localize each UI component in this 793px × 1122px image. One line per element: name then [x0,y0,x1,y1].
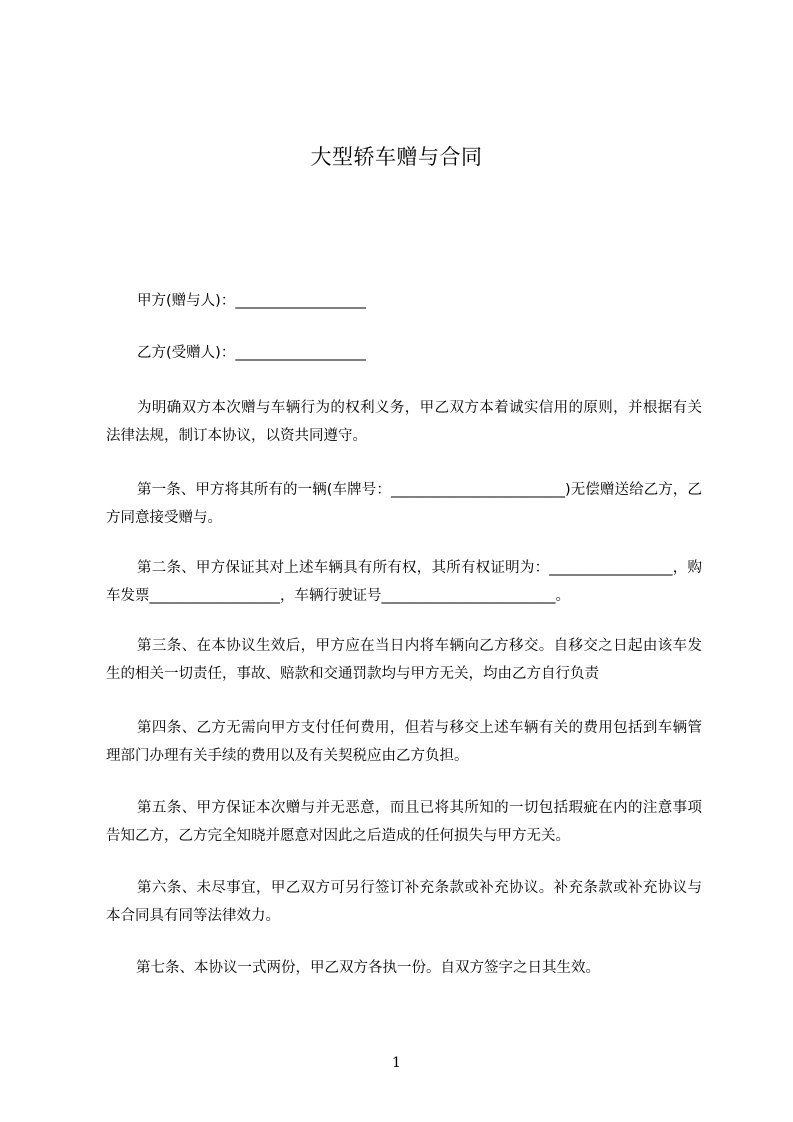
article-4: 第四条、乙方无需向甲方支付任何费用，但若与移交上述车辆有关的费用包括到车辆管理部门办理有关手续的费用以及有关契税应由乙方负担。 [106,720,702,764]
page-number: 1 [392,1055,401,1071]
article-2: 第二条、甲方保证其对上述车辆具有所有权，其所有权证明为：_________________，购车发票__________________，车辆行驶证号________________________。 [106,560,702,604]
article-5: 第五条、甲方保证本次赠与并无恶意，而且已将其所知的一切包括瑕疵在内的注意事项告知乙方，乙方完全知晓并愿意对因此之后造成的任何损失与甲方无关。 [106,800,702,844]
intro-paragraph: 为明确双方本次赠与车辆行为的权利义务，甲乙双方本着诚实信用的原则，并根据有关法律法规，制订本协议，以资共同遵守。 [106,400,702,444]
article-6: 第六条、未尽事宜，甲乙双方可另行签订补充条款或补充协议。补充条款或补充协议与本合同具有同等法律效力。 [106,880,702,924]
article-3: 第三条、在本协议生效后，甲方应在当日内将车辆向乙方移交。自移交之日起由该车发生的相关一切责任，事故、赔款和交通罚款均与甲方无关，均由乙方自行负责 [106,638,702,682]
contract-title: 大型轿车赠与合同 [310,145,483,169]
article-1: 第一条、甲方将其所有的一辆(车牌号：________________________)无偿赠送给乙方，乙方同意接受赠与。 [106,482,702,526]
party-b-line: 乙方(受赠人)：__________________ [137,345,366,361]
party-a-line: 甲方(赠与人)：__________________ [137,293,366,309]
article-7: 第七条、本协议一式两份，甲乙双方各执一份。自双方签字之日其生效。 [136,960,600,976]
